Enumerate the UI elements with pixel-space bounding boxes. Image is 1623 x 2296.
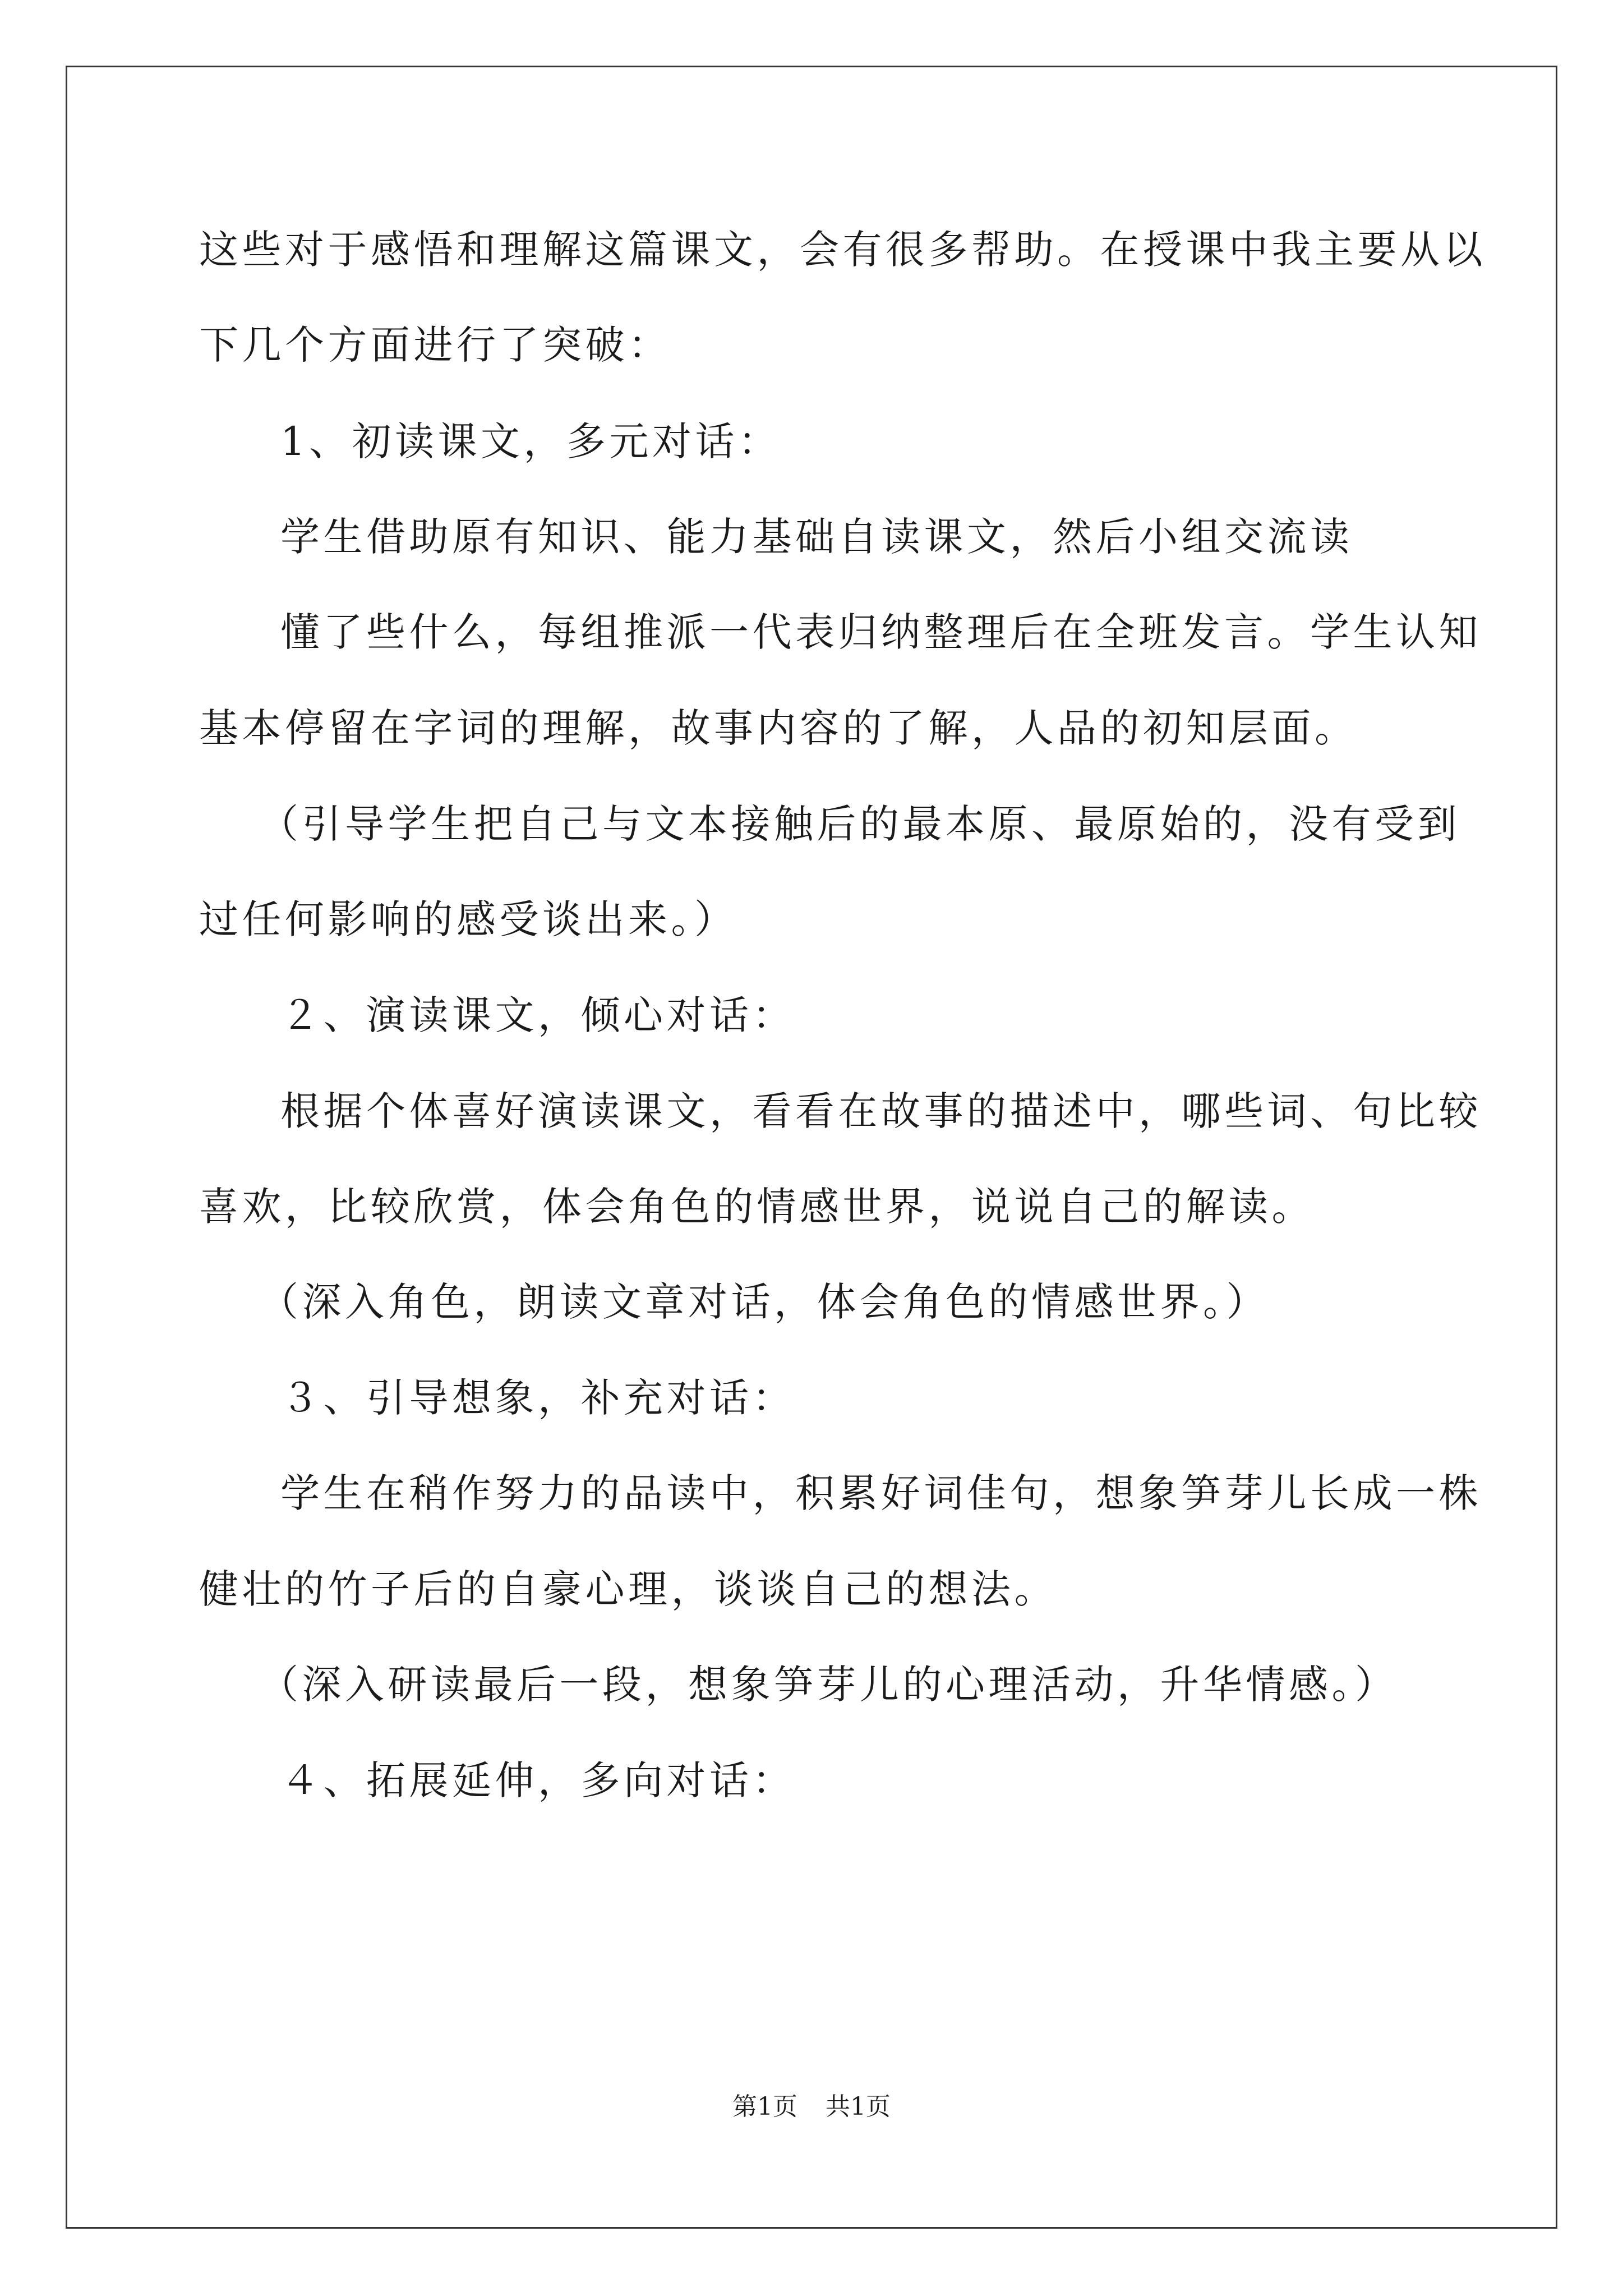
page-border: [66, 66, 1557, 2229]
paragraph-line: （引导学生把自己与文本接触后的最本原、最原始的，没有受到: [259, 801, 1460, 847]
paragraph-line: （深入角色，朗读文章对话，体会角色的情感世界。）: [259, 1279, 1269, 1325]
section-heading: ３、引导想象，补充对话：: [280, 1375, 795, 1421]
paragraph-line: 根据个体喜好演读课文，看看在故事的描述中，哪些词、句比较: [280, 1088, 1482, 1134]
page-footer: [0, 2090, 1623, 2124]
section-heading: 1、初读课文，多元对话：: [280, 418, 781, 464]
paragraph-line: 喜欢，比较欣赏，体会角色的情感世界，说说自己的解读。: [199, 1184, 1315, 1230]
paragraph-line: 这些对于感悟和理解这篇课文，会有很多帮助。在授课中我主要从以: [199, 227, 1486, 273]
paragraph-line: 学生在稍作努力的品读中，积累好词佳句，想象笋芽儿长成一株: [280, 1470, 1482, 1516]
page-total: 共1页: [826, 2092, 891, 2121]
paragraph-line: （深入研读最后一段，想象笋芽儿的心理活动，升华情感。）: [259, 1662, 1398, 1708]
section-heading: ４、拓展延伸，多向对话：: [280, 1757, 795, 1803]
page-number: 第1页: [732, 2092, 797, 2121]
paragraph-line: 学生借助原有知识、能力基础自读课文，然后小组交流读: [280, 514, 1353, 560]
paragraph-line: 基本停留在字词的理解，故事内容的了解，人品的初知层面。: [199, 705, 1358, 751]
paragraph-line: 下几个方面进行了突破：: [199, 322, 671, 368]
paragraph-line: 健壮的竹子后的自豪心理，谈谈自己的想法。: [199, 1566, 1057, 1612]
paragraph-line: 懂了些什么，每组推派一代表归纳整理后在全班发言。学生认知: [280, 609, 1482, 655]
paragraph-line: 过任何影响的感受谈出来。）: [199, 896, 737, 942]
section-heading: ２、演读课文，倾心对话：: [280, 992, 795, 1038]
